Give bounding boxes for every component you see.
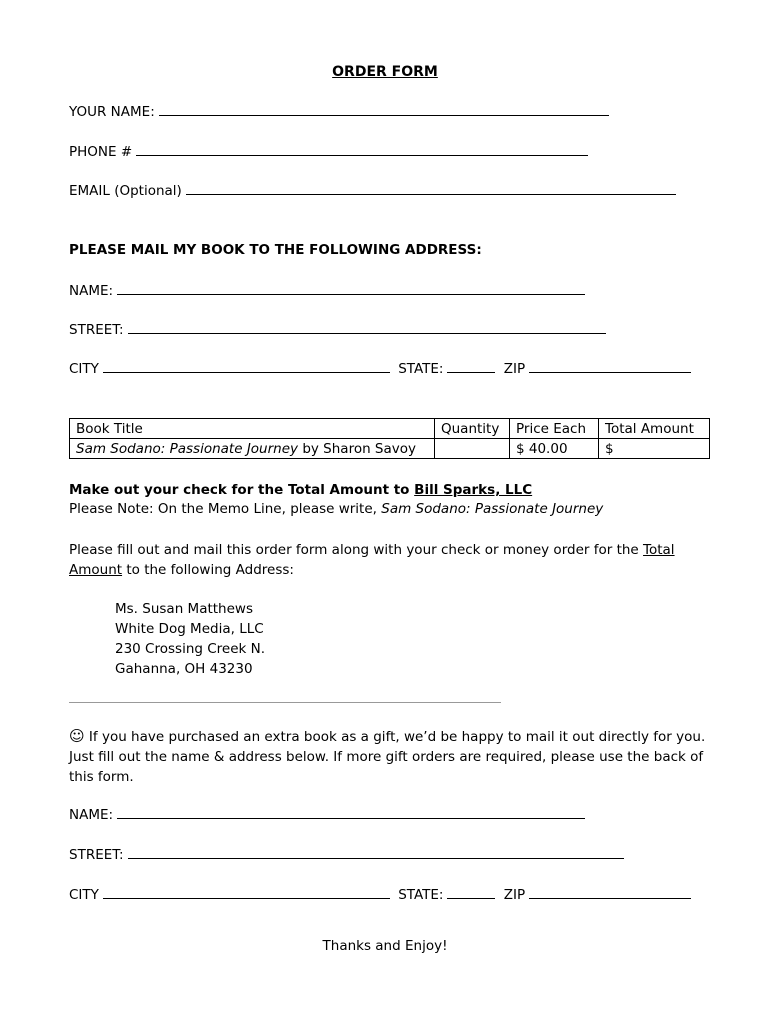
section-divider: [69, 702, 501, 703]
book-title-cell: [70, 439, 435, 459]
gift-street-field[interactable]: [69, 846, 624, 863]
check-instruction: [69, 482, 532, 498]
mail-heading: PLEASE MAIL MY BOOK TO THE FOLLOWING ADDRESS:: [69, 242, 482, 258]
ship-street-label: STREET:: [69, 322, 124, 338]
phone-label: PHONE #: [69, 144, 133, 160]
price-cell: $ 40.00: [510, 439, 599, 459]
gift-street-line[interactable]: [128, 846, 624, 859]
table-header-row: [70, 419, 710, 439]
your-name-label: YOUR NAME:: [69, 104, 155, 120]
gift-street-label: STREET:: [69, 847, 124, 863]
page-title: ORDER FORM: [332, 64, 438, 80]
closing-text: Thanks and Enjoy!: [322, 938, 448, 954]
memo-prefix: Please Note: On the Memo Line, please write,: [69, 501, 382, 517]
gift-note: [69, 726, 719, 787]
gift-city-row[interactable]: [69, 886, 691, 903]
your-name-field[interactable]: [69, 103, 609, 120]
instructions-before: Please fill out and mail this order form along with your check or money order for the: [69, 542, 644, 558]
check-prefix: Make out your check for the Total Amount to: [69, 482, 415, 498]
book-title-italic: Sam Sodano: Passionate Journey: [76, 440, 299, 457]
phone-field[interactable]: [69, 143, 588, 160]
header-total-amount: Total Amount: [599, 419, 710, 439]
ship-street-line[interactable]: [128, 321, 606, 334]
ship-city-line[interactable]: [103, 360, 390, 373]
address-line: White Dog Media, LLC: [115, 621, 264, 637]
phone-line[interactable]: [136, 143, 588, 156]
gift-city-label: CITY: [69, 887, 99, 903]
gift-zip-label: ZIP: [503, 887, 526, 903]
ship-state-line[interactable]: [447, 360, 495, 373]
email-label: EMAIL (Optional): [69, 183, 182, 199]
address-line: Ms. Susan Matthews: [115, 601, 253, 617]
header-quantity: Quantity: [435, 419, 510, 439]
instructions-total-amount: Total Amount: [69, 542, 675, 578]
book-title-author: by Sharon Savoy: [298, 440, 417, 457]
gift-text: If you have purchased an extra book as a gift, we’d be happy to mail it out directly for you. Just fill out the name & address below. If more gift orders are required, please use the back of this form.: [69, 729, 706, 785]
gift-name-line[interactable]: [117, 806, 585, 819]
email-field[interactable]: [69, 182, 676, 199]
gift-city-line[interactable]: [103, 886, 390, 899]
check-payee: Bill Sparks, LLC: [414, 482, 533, 498]
gift-zip-line[interactable]: [529, 886, 691, 899]
address-line: 230 Crossing Creek N.: [115, 641, 266, 657]
total-cell[interactable]: $: [599, 439, 710, 459]
ship-name-line[interactable]: [117, 282, 585, 295]
ship-city-label: CITY: [69, 361, 99, 377]
smiley-icon: ☺: [69, 727, 85, 745]
memo-text: Sam Sodano: Passionate Journey: [381, 501, 604, 517]
memo-note: [69, 501, 603, 517]
gift-state-label: STATE:: [398, 887, 444, 903]
quantity-cell[interactable]: [435, 439, 510, 459]
ship-name-field[interactable]: [69, 282, 585, 299]
instructions-after: to the following Address:: [122, 562, 294, 578]
gift-name-label: NAME:: [69, 807, 114, 823]
header-book-title: Book Title: [70, 419, 435, 439]
ship-zip-line[interactable]: [529, 360, 691, 373]
header-price-each: Price Each: [510, 419, 599, 439]
gift-state-line[interactable]: [447, 886, 495, 899]
ship-zip-label: ZIP: [503, 361, 526, 377]
ship-name-label: NAME:: [69, 283, 114, 299]
ship-state-label: STATE:: [398, 361, 444, 377]
address-line: Gahanna, OH 43230: [115, 661, 253, 677]
your-name-line[interactable]: [159, 103, 609, 116]
gift-name-field[interactable]: [69, 806, 585, 823]
ship-street-field[interactable]: [69, 321, 606, 338]
ship-city-row[interactable]: [69, 360, 691, 377]
book-order-table: [69, 418, 710, 459]
mailing-address: [115, 599, 265, 679]
table-row: [70, 439, 710, 459]
email-line[interactable]: [186, 182, 676, 195]
mail-instructions: [69, 540, 709, 580]
